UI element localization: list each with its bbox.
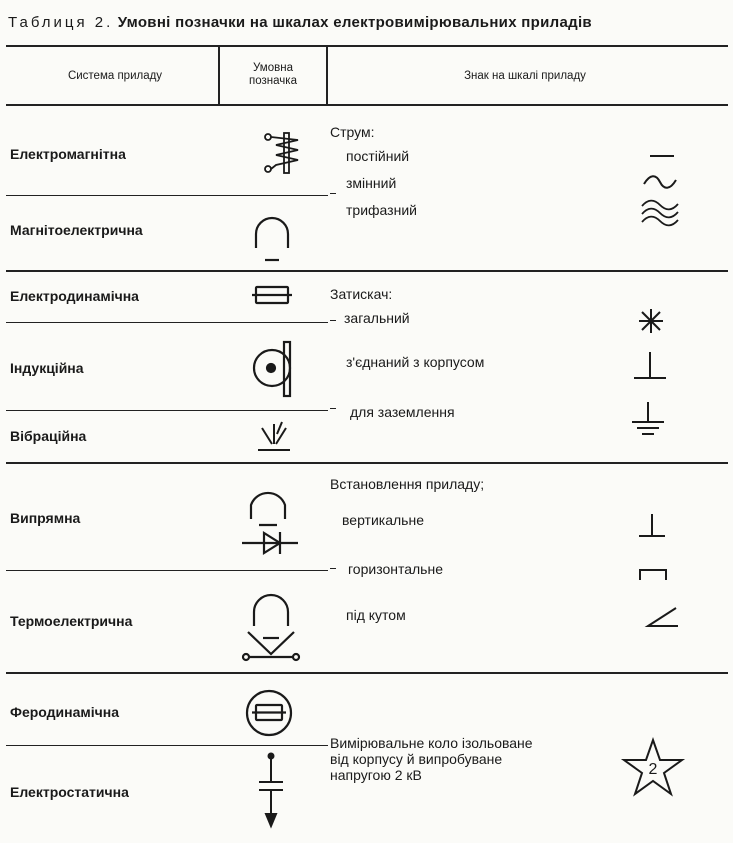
system-label: Випрямна — [10, 510, 81, 526]
system-label: Вібраційна — [10, 428, 87, 444]
electrostatic-icon — [256, 752, 286, 832]
direct-current-icon — [644, 146, 680, 166]
angled-position-icon — [642, 604, 682, 634]
alternating-current-icon — [640, 172, 680, 192]
sign-label: загальний — [344, 310, 410, 326]
sign-label: для заземлення — [350, 404, 455, 420]
sign-label: трифазний — [346, 202, 417, 218]
system-label: Індукційна — [10, 360, 84, 376]
system-label: Магнітоелектрична — [10, 222, 143, 238]
three-phase-icon — [638, 198, 682, 228]
current-heading: Струм: — [330, 124, 375, 140]
sign-label: постійний — [346, 148, 410, 164]
sign-label: з'єднаний з корпусом — [346, 354, 485, 370]
system-label: Електромагнітна — [10, 146, 126, 162]
electromagnetic-icon — [258, 128, 308, 178]
chassis-terminal-icon — [630, 348, 670, 384]
row-separator — [6, 570, 328, 571]
vibration-icon — [254, 418, 294, 452]
header-divider-1 — [218, 47, 220, 104]
insulation-text: Вимірювальне коло ізольоване від корпусу й випробуване напругою 2 кВ — [330, 735, 533, 783]
system-label: Електростатична — [10, 784, 129, 800]
insulation-test-star-icon — [620, 736, 686, 800]
common-terminal-icon — [636, 306, 666, 336]
header-bottom-rule — [6, 104, 728, 106]
magnetoelectric-icon — [252, 214, 292, 264]
group-separator — [6, 672, 728, 674]
sign-separator — [330, 408, 336, 409]
sign-label: горизонтальне — [348, 561, 443, 577]
sign-label: вертикальне — [342, 512, 424, 528]
position-heading: Встановлення приладу; — [330, 476, 485, 492]
ferrodynamic-icon — [244, 688, 294, 738]
row-separator — [6, 322, 328, 323]
row-separator — [6, 410, 328, 411]
vertical-position-icon — [636, 510, 668, 542]
horizontal-position-icon — [636, 564, 670, 584]
row-separator — [6, 745, 328, 746]
ground-terminal-icon — [628, 398, 668, 440]
row-separator — [6, 195, 328, 196]
system-label: Електродинамічна — [10, 288, 139, 304]
terminal-heading: Затискач: — [330, 286, 393, 302]
group-separator — [6, 462, 728, 464]
star-value: 2 — [648, 761, 658, 778]
system-label: Термоелектрична — [10, 613, 133, 629]
rectifier-icon — [240, 485, 300, 560]
sign-separator — [330, 568, 336, 569]
electrodynamic-icon — [250, 285, 294, 305]
sign-label: під кутом — [346, 607, 406, 623]
header-symbol: Умовна позначка — [249, 62, 297, 87]
sign-label: змінний — [346, 175, 397, 191]
system-label: Феродинамічна — [10, 704, 120, 720]
header-top-rule — [6, 45, 728, 47]
header-sign: Знак на шкалі приладу — [464, 70, 586, 82]
header-divider-2 — [326, 47, 328, 104]
induction-icon — [248, 338, 304, 398]
group-separator — [6, 270, 728, 272]
sign-separator — [330, 193, 336, 194]
thermoelectric-icon — [238, 592, 304, 664]
table-title: Таблиця 2. Умовні позначки на шкалах електровимірювальних приладів — [8, 14, 592, 31]
header-system: Система приладу — [67, 70, 163, 82]
sign-separator — [330, 320, 336, 321]
